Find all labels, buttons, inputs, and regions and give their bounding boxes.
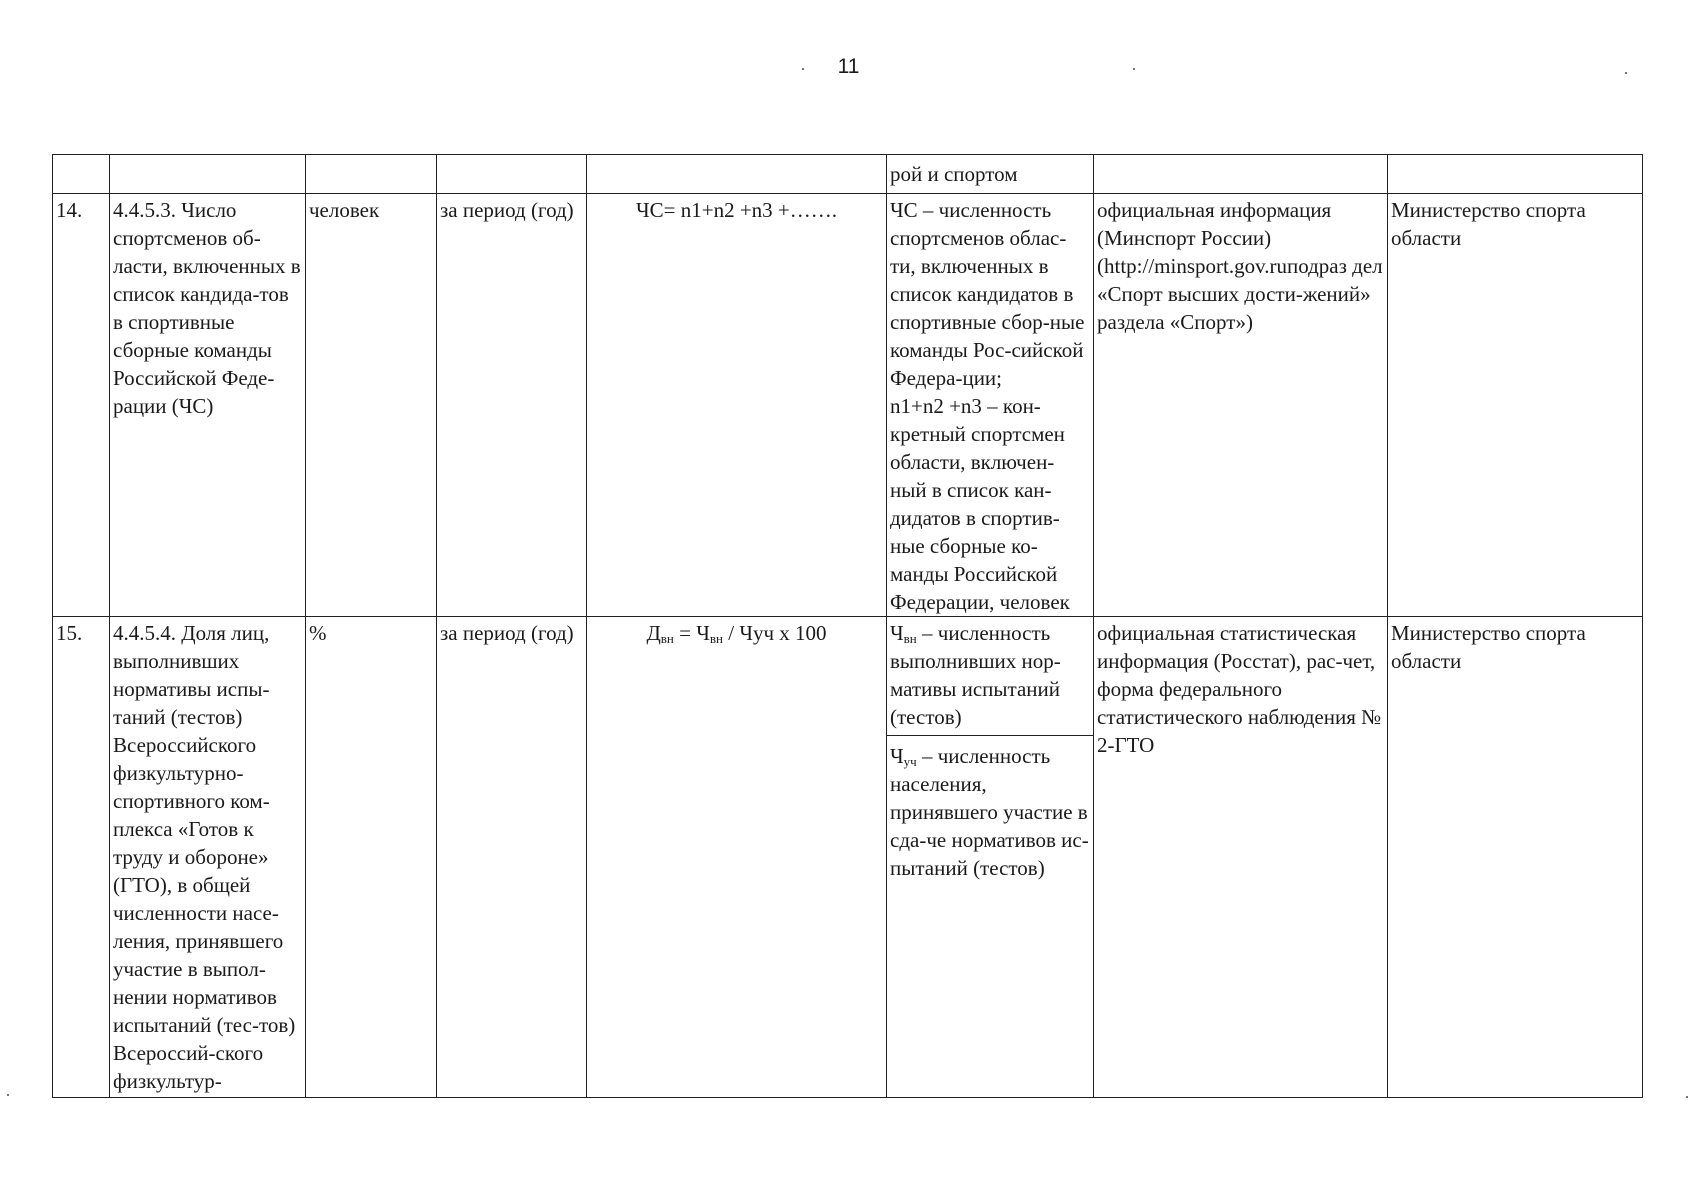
symbol-sub: вн: [903, 631, 917, 646]
cell-responsible: [1388, 155, 1643, 194]
cell-number: [53, 155, 110, 194]
definitions: [887, 617, 1094, 1098]
period: за период (год): [437, 617, 587, 1098]
period: за период (год): [437, 194, 587, 617]
formula: [587, 617, 887, 1098]
formula-div: /: [722, 621, 740, 645]
indicator-name: 4.4.5.3. Число спортсменов об-ласти, включенных в список кандида-тов в спортивные сборные команды Российской Феде-рации (ЧС): [110, 194, 306, 617]
data-source: официальная информация (Минспорт России) (http://minsport.gov.ruподраз дел «Спорт высших дости-жений» раздела «Спорт»): [1094, 194, 1388, 617]
scan-mark: [1686, 1096, 1688, 1098]
formula-a: Ч: [696, 621, 710, 645]
table-row-15: [53, 617, 1643, 1098]
cell-definitions: рой и спортом: [887, 155, 1094, 194]
data-source: официальная статистическая информация (Росстат), рас-чет, форма федерального статистического наблюдения № 2-ГТО: [1094, 617, 1388, 1098]
symbol: Ч: [890, 744, 904, 768]
definition-text: – численность выполнивших нор-мативы испытаний (тестов): [890, 621, 1061, 729]
symbol-sub: уч: [903, 754, 917, 769]
row-number: 14.: [53, 194, 110, 617]
page-number: 11: [837, 55, 860, 78]
indicators-table: [52, 154, 1643, 1098]
scan-mark: [7, 1094, 9, 1096]
scan-mark: [1133, 68, 1135, 70]
cell-period: [437, 155, 587, 194]
scan-mark: [802, 68, 804, 70]
cell-formula: [587, 155, 887, 194]
definition-ch-uch: [890, 736, 1090, 882]
formula-b: Ч: [739, 621, 753, 645]
scan-mark: [1625, 72, 1627, 74]
table-row-14: [53, 194, 1643, 617]
definitions: [887, 194, 1094, 617]
cell-unit: [306, 155, 437, 194]
unit: человек: [306, 194, 437, 617]
responsible-body: Министерство спорта области: [1388, 617, 1643, 1098]
formula-lhs: Д: [646, 621, 661, 645]
definition-n: n1+n2 +n3 – кон-кретный спортсмен области, включен-ный в список кан-дидатов в спортив-ные сборные ко-манды Российской Федерации, человек: [890, 394, 1070, 614]
row-number: 15.: [53, 617, 110, 1098]
formula-tail: х 100: [774, 621, 827, 645]
cell-source: [1094, 155, 1388, 194]
table-row-continuation: [53, 155, 1643, 194]
indicator-name: 4.4.5.4. Доля лиц, выполнивших нормативы испы-таний (тестов) Всероссийского физкультурно-спортивного ком-плекса «Готов к труду и обороне» (ГТО), в общей численности насе-ления, принявшего участие в выпол-нении нормативов испытаний (тес-тов) Всероссий-ского физкультур-: [110, 617, 306, 1098]
formula-a-sub: вн: [709, 631, 723, 646]
formula-lhs-sub: вн: [660, 631, 674, 646]
definition-ch: ЧС – численность спортсменов облас-ти, включенных в список кандидатов в спортивные сбор-ные команды Рос-сийской Федера-ции;: [890, 198, 1085, 390]
formula: ЧС= n1+n2 +n3 +…….: [587, 194, 887, 617]
definition-text: – численность населения, принявшего участие в сда-че нормативов ис-пытаний (тестов): [890, 744, 1089, 880]
unit: %: [306, 617, 437, 1098]
responsible-body: Министерство спорта области: [1388, 194, 1643, 617]
formula-eq: =: [673, 621, 697, 645]
symbol: Ч: [890, 621, 904, 645]
cell-indicator: [110, 155, 306, 194]
formula-b-sub: уч: [752, 621, 775, 645]
definition-ch-vn: [887, 619, 1093, 736]
